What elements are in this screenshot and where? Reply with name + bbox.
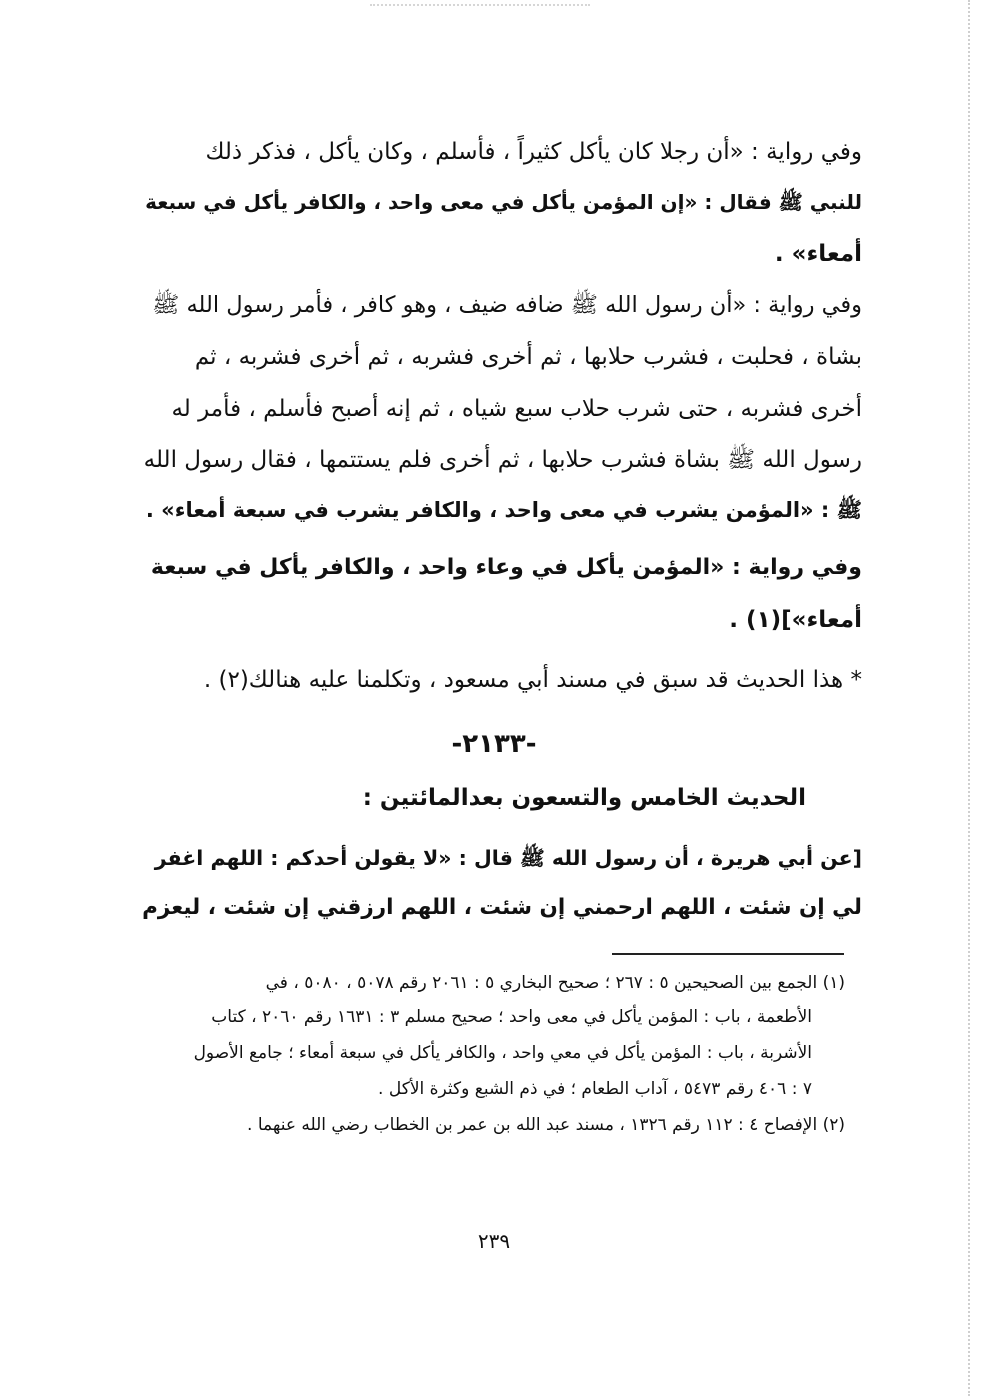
footnote-line: (٢) الإفصاح ٤ : ١١٢ رقم ١٣٢٦ ، مسند عبد الله بن عمر بن الخطاب رضي الله عنهما . — [247, 1115, 845, 1135]
section-title: الحديث الخامس والتسعون بعدالمائتين : — [362, 785, 806, 811]
text-line: أخرى فشربه ، حتى شرب حلاب سبع شياه ، ثم إنه أصبح فأسلم ، فأمر له — [171, 396, 862, 422]
text-line: لي إن شئت ، اللهم ارحمني إن شئت ، اللهم ارزقني إن شئت ، ليعزم — [142, 895, 862, 920]
page-number: ٢٣٩ — [477, 1229, 511, 1253]
footnote-separator — [612, 953, 844, 955]
footnote-line: الأطعمة ، باب : المؤمن يأكل في معى واحد ؛ صحيح مسلم ٣ : ١٦٣١ رقم ٢٠٦٠ ، كتاب — [211, 1007, 812, 1027]
text-line: وفي رواية : «أن رسول الله ﷺ ضافه ضيف ، وهو كافر ، فأمر رسول الله ﷺ — [152, 292, 862, 318]
text-line: رسول الله ﷺ بشاة فشرب حلابها ، ثم أخرى فلم يستتمها ، فقال رسول الله — [143, 447, 862, 473]
text-line: وفي رواية : «أن رجلا كان يأكل كثيراً ، فأسلم ، وكان يأكل ، فذكر ذلك — [205, 139, 862, 165]
note-line: * هذا الحديث قد سبق في مسند أبي مسعود ، وتكلمنا عليه هنالك(٢) . — [203, 667, 862, 693]
scan-edge-mark — [370, 4, 590, 6]
scan-edge-mark — [968, 0, 970, 1396]
footnote-line: (١) الجمع بين الصحيحين ٥ : ٢٦٧ ؛ صحيح البخاري ٥ : ٢٠٦١ رقم ٥٠٧٨ ، ٥٠٨٠ ، في — [265, 973, 845, 993]
text-line: أمعاء» . — [774, 241, 862, 267]
text-line: ﷺ : «المؤمن يشرب في معى واحد ، والكافر يشرب في سبعة أمعاء» . — [145, 498, 862, 522]
hadith-number: -٢١٣٣- — [451, 729, 537, 759]
text-line: أمعاء»](١) . — [729, 607, 862, 633]
text-line: وفي رواية : «المؤمن يأكل في وعاء واحد ، والكافر يأكل في سبعة — [150, 555, 862, 580]
text-line: [عن أبي هريرة ، أن رسول الله ﷺ قال : «لا يقولن أحدكم : اللهم اغفر — [154, 846, 862, 870]
text-line: للنبي ﷺ فقال : «إن المؤمن يأكل في معى واحد ، والكافر يأكل في سبعة — [145, 190, 862, 214]
text-line: بشاة ، فحلبت ، فشرب حلابها ، ثم أخرى فشربه ، ثم أخرى فشربه ، ثم — [194, 344, 862, 370]
footnote-line: ٧ : ٤٠٦ رقم ٥٤٧٣ ، آداب الطعام ؛ في ذم الشبع وكثرة الأكل . — [378, 1079, 812, 1099]
footnote-line: الأشربة ، باب : المؤمن يأكل في معي واحد ، والكافر يأكل في سبعة أمعاء ؛ جامع الأصول — [193, 1043, 812, 1063]
